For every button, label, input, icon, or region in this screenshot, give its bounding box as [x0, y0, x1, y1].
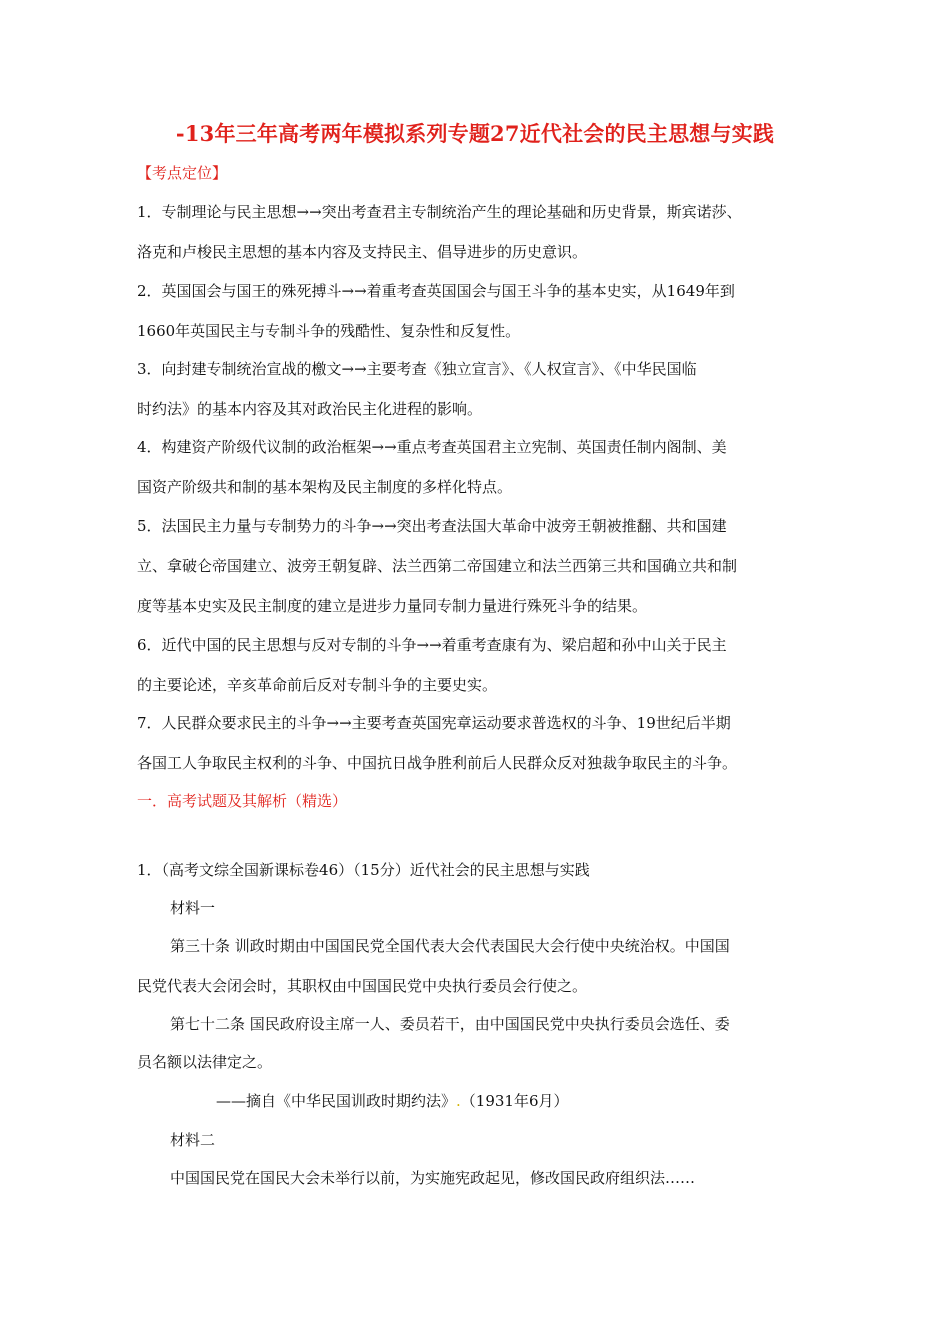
article-30-line-1: 第三十条 训政时期由中国国民党全国代表大会代表国民大会行使中央统治权。中国国: [170, 937, 730, 955]
point-4-line-1: 4．构建资产阶级代议制的政治框架→→重点考查英国君主立宪制、英国责任制内阁制、美: [137, 438, 727, 456]
source-title: ——摘自《中华民国训政时期约法》: [216, 1092, 457, 1110]
point-7-line-2: 各国工人争取民主权利的斗争、中国抗日战争胜利前后人民群众反对独裁争取民主的斗争。: [137, 754, 738, 772]
article-72-line-2: 员名额以法律定之。: [137, 1053, 273, 1071]
document-title: -13年三年高考两年模拟系列专题27近代社会的民主思想与实践: [175, 121, 775, 146]
question-1-header: 1．（高考文综全国新课标卷46）（15分）近代社会的民主思想与实践: [137, 861, 590, 879]
point-6-line-1: 6．近代中国的民主思想与反对专制的斗争→→着重考查康有为、梁启超和孙中山关于民主: [137, 636, 727, 654]
point-5-line-2: 立、拿破仑帝国建立、波旁王朝复辟、法兰西第二帝国建立和法兰西第三共和国确立共和制: [137, 557, 738, 575]
article-30-line-2: 民党代表大会闭会时，其职权由中国国民党中央执行委员会行使之。: [137, 977, 588, 995]
point-6-line-2: 的主要论述，辛亥革命前后反对专制斗争的主要史实。: [137, 676, 498, 694]
source-date: （1931年6月）: [460, 1092, 569, 1110]
point-3-line-2: 时约法》的基本内容及其对政治民主化进程的影响。: [137, 400, 483, 418]
point-3-line-1: 3．向封建专制统治宣战的檄文→→主要考查《独立宣言》、《人权宣言》、《中华民国临: [137, 360, 697, 378]
material-1-source: [216, 1091, 569, 1111]
article-72-line-1: 第七十二条 国民政府设主席一人、委员若干，由中国国民党中央执行委员会选任、委: [170, 1015, 730, 1033]
section-heading-positioning: 【考点定位】: [137, 164, 228, 182]
point-5-line-1: 5．法国民主力量与专制势力的斗争→→突出考查法国大革命中波旁王朝被推翻、共和国建: [137, 517, 727, 535]
material-1-label: 材料一: [170, 899, 216, 917]
point-1-line-2: 洛克和卢梭民主思想的基本内容及支持民主、倡导进步的历史意识。: [137, 243, 588, 261]
material-2-label: 材料二: [170, 1131, 216, 1149]
point-2-line-2: 1660年英国民主与专制斗争的残酷性、复杂性和反复性。: [137, 322, 521, 340]
section-heading-exams: 一．高考试题及其解析（精选）: [137, 792, 348, 810]
material-2-line-1: 中国国民党在国民大会未举行以前，为实施宪政起见，修改国民政府组织法……: [170, 1169, 696, 1187]
point-4-line-2: 国资产阶级共和制的基本架构及民主制度的多样化特点。: [137, 478, 513, 496]
point-1-line-1: 1．专制理论与民主思想→→突出考查君主专制统治产生的理论基础和历史背景，斯宾诺莎、: [137, 203, 742, 221]
point-2-line-1: 2．英国国会与国王的殊死搏斗→→着重考查英国国会与国王斗争的基本史实，从1649年到: [137, 282, 735, 300]
point-5-line-3: 度等基本史实及民主制度的建立是进步力量同专制力量进行殊死斗争的结果。: [137, 597, 648, 615]
point-7-line-1: 7．人民群众要求民主的斗争→→主要考查英国宪章运动要求普选权的斗争、19世纪后半期: [137, 714, 731, 732]
source-dot: .: [456, 1092, 461, 1110]
